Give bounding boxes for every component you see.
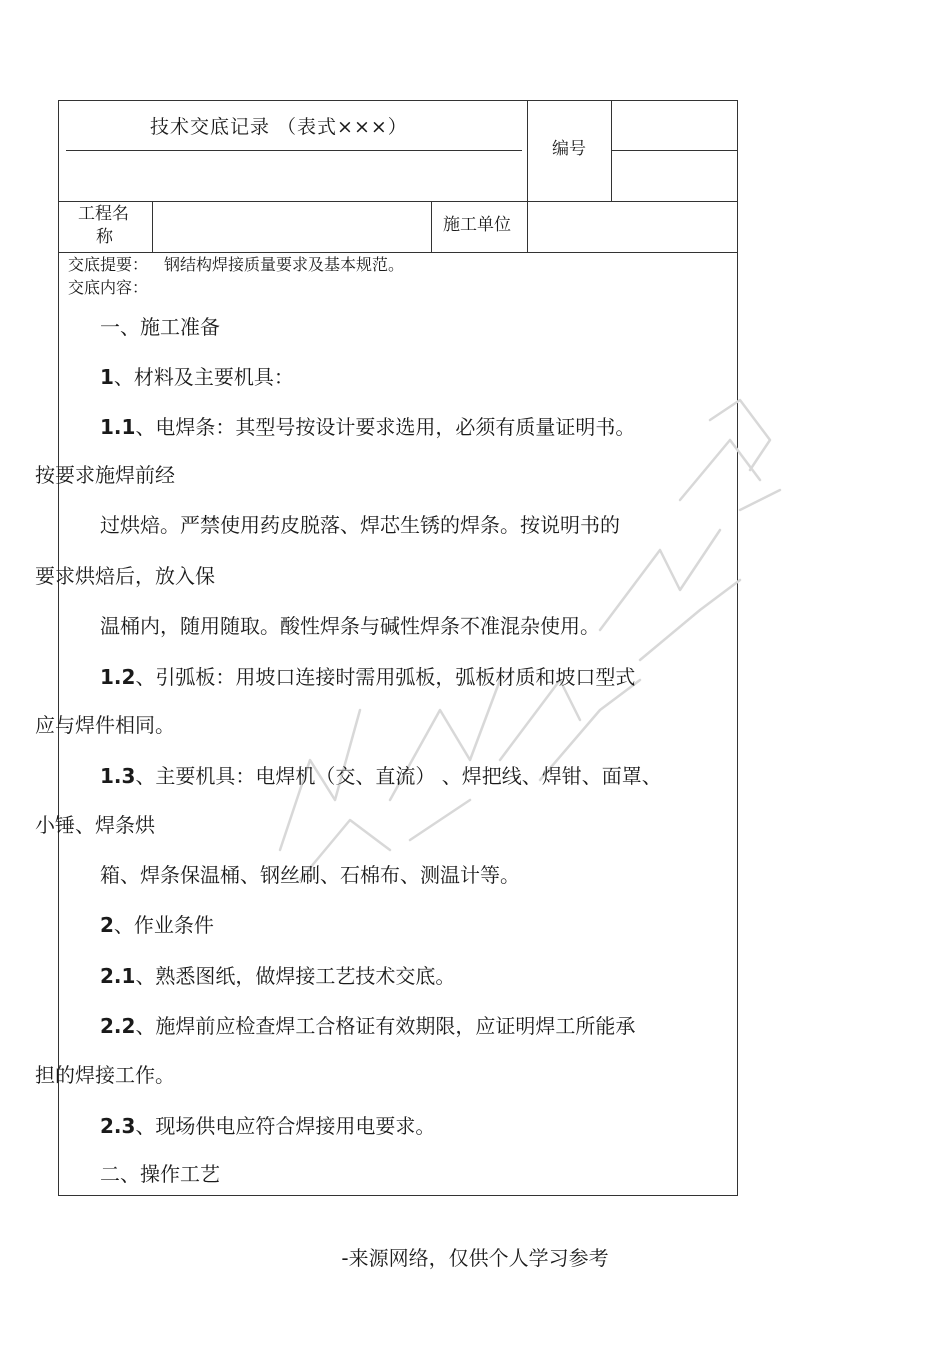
item-number: 2.1 (100, 964, 136, 988)
project-name-label-line2: 称 (96, 227, 113, 247)
title-underline (66, 150, 522, 151)
number-cell-divider (612, 150, 738, 151)
item-text: 、施焊前应检查焊工合格证有效期限，应证明焊工所能承 (135, 1014, 636, 1038)
info-col-divider-3 (527, 201, 528, 252)
item-text: 、主要机具：电焊机（交、直流） 、焊把线、焊钳、面罩、 (135, 764, 662, 788)
item-text: 、引弧板：用坡口连接时需用弧板，弧板材质和坡口型式 (135, 665, 636, 689)
item-text: 、材料及主要机具： (113, 365, 294, 389)
body-line-02 (100, 364, 294, 390)
item-number: 2.2 (100, 1014, 136, 1038)
body-line-16: 担的焊接工作。 (35, 1063, 175, 1087)
item-text: 、熟悉图纸，做焊接工艺技术交底。 (135, 964, 456, 988)
body-line-01: 一、施工准备 (100, 315, 220, 339)
summary-text: 钢结构焊接质量要求及基本规范。 (164, 255, 405, 274)
summary-label: 交底提要： (68, 255, 149, 274)
item-number: 2.3 (100, 1114, 136, 1138)
header-col-divider-2 (611, 100, 612, 201)
construction-unit-label: 施工单位 (443, 215, 511, 235)
body-line-06: 要求烘焙后，放入保 (35, 564, 215, 588)
body-line-13 (100, 912, 214, 938)
body-line-14 (100, 963, 455, 989)
body-line-17 (100, 1113, 435, 1139)
body-line-18: 二、操作工艺 (100, 1162, 220, 1186)
item-number: 1 (100, 365, 114, 389)
body-line-08 (100, 664, 635, 690)
body-line-10 (100, 763, 662, 789)
item-number: 2 (100, 913, 114, 937)
footer-source-note: -来源网络，仅供个人学习参考 (341, 1246, 609, 1270)
body-line-03 (100, 414, 635, 440)
item-text: 、作业条件 (113, 913, 214, 937)
header-col-divider-1 (527, 100, 528, 201)
header-row-divider (58, 201, 738, 202)
body-line-04: 按要求施焊前经 (35, 463, 175, 487)
project-name-label-line1: 工程名 (78, 204, 129, 224)
body-line-05: 过烘焙。严禁使用药皮脱落、焊芯生锈的焊条。按说明书的 (100, 513, 620, 537)
item-text: 、现场供电应符合焊接用电要求。 (135, 1114, 436, 1138)
info-row-divider (58, 252, 738, 253)
body-line-12: 箱、焊条保温桶、钢丝刷、石棉布、测温计等。 (100, 863, 520, 887)
record-title: 技术交底记录 （表式×××） (150, 116, 408, 138)
body-line-09: 应与焊件相同。 (35, 713, 175, 737)
item-number: 1.3 (100, 764, 136, 788)
number-label: 编号 (552, 139, 586, 159)
body-line-15 (100, 1013, 635, 1039)
content-label: 交底内容： (68, 278, 149, 297)
body-line-11: 小锤、焊条烘 (35, 813, 155, 837)
info-col-divider-2 (431, 201, 432, 252)
item-text: 、电焊条：其型号按设计要求选用，必须有质量证明书。 (135, 415, 636, 439)
info-col-divider-1 (152, 201, 153, 252)
body-line-07: 温桶内，随用随取。酸性焊条与碱性焊条不准混杂使用。 (100, 614, 600, 638)
item-number: 1.2 (100, 665, 136, 689)
item-number: 1.1 (100, 415, 136, 439)
